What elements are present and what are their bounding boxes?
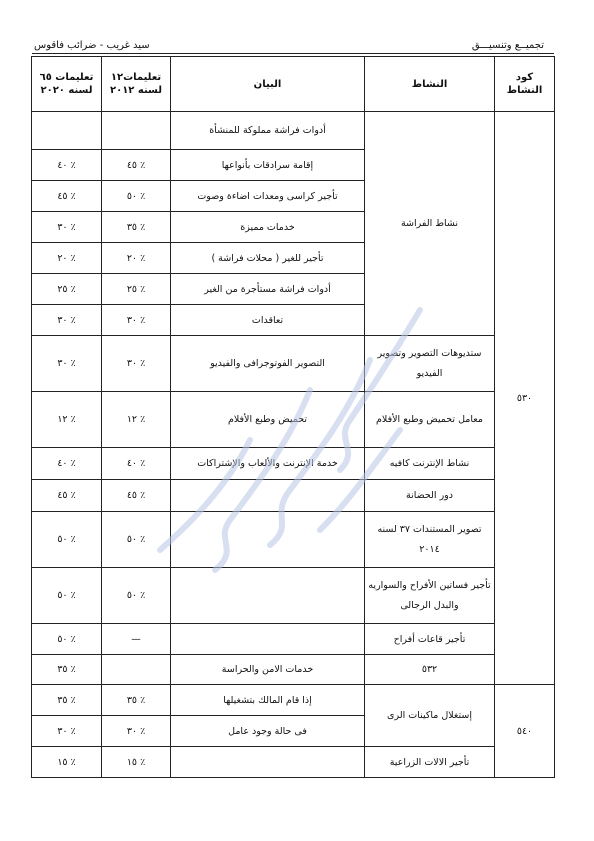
rate-2020-cell: ٪ ٤٥ [32,181,102,212]
rate-2020-cell: ٪ ٥٠ [32,568,102,624]
statement-cell: إذا قام المالك بتشغيلها [171,685,365,716]
rate-2012-cell [102,112,171,150]
rate-2012-cell: ٪ ٤٠ [102,448,171,480]
statement-cell [171,512,365,568]
activity-name: خدمات الامن والحراسة [171,655,365,685]
rate-2020-cell: ٪ ٢٠ [32,243,102,274]
activity-name: معامل تحميض وطبع الأفلام [365,392,495,448]
rate-2012-cell: ٪ ٣٠ [102,336,171,392]
rate-2020-cell: ٪ ١٢ [32,392,102,448]
statement-cell: فى حالة وجود عامل [171,716,365,747]
table-row [32,624,555,655]
header-author: سيد غريب - ضرائب فاقوس [34,40,150,51]
table-row [32,112,555,150]
activity-name: نشاط الإنترنت كافيه [365,448,495,480]
table-row [32,392,555,448]
rate-2020-cell: ٪ ٣٥ [32,685,102,716]
statement-cell: أدوات فراشة مملوكة للمنشأة [171,112,365,150]
rate-2020-cell: ٪ ٤٠ [32,448,102,480]
rate-2020-cell: ٪ ٣٠ [32,716,102,747]
table-row [32,448,555,480]
activity-code: ٥٣٠ [495,112,555,685]
rate-2012-cell: ٪ ٣٥ [32,655,102,685]
header-code: كود النشاط [495,57,555,112]
rate-2012-cell: ٪ ١٥ [102,747,171,778]
statement-cell [171,480,365,512]
statement-cell: تحميض وطبع الأفلام [171,392,365,448]
rate-2020-cell: ٪ ٣٠ [32,336,102,392]
header-statement: البيان [171,57,365,112]
rate-2020-cell: ٪ ٢٥ [32,274,102,305]
rate-2020-cell [32,112,102,150]
activity-name: إستغلال ماكينات الرى [365,685,495,747]
statement-cell: خدمة الإنترنت والألعاب والإشتراكات [171,448,365,480]
rate-2020-cell: ٪ ٤٠ [32,150,102,181]
header-rate-2012: تعليمات١٢ لسنه ٢٠١٢ [102,57,171,112]
table-row [32,568,555,624]
header-rate-2020: تعليمات ٦٥ لسنه ٢٠٢٠ [32,57,102,112]
rate-2020-cell: ٪ ٣٠ [32,212,102,243]
rate-2012-cell: ٪ ٤٥ [102,150,171,181]
rate-2012-cell: ٪ ٤٥ [102,480,171,512]
activity-name: تصوير المستندات ٣٧ لسنه ٢٠١٤ [365,512,495,568]
table-row [32,336,555,392]
statement-cell [102,655,171,685]
activity-code: ٥٤٠ [495,685,555,778]
rate-2020-cell: ٪ ١٥ [32,747,102,778]
activity-name: تأجير قاعات أفراح [365,624,495,655]
statement-cell: تعاقدات [171,305,365,336]
rate-2012-cell: — [102,624,171,655]
rate-2012-cell: ٪ ٢٥ [102,274,171,305]
statement-cell: خدمات مميزة [171,212,365,243]
statement-cell: التصوير الفوتوجرافى والفيديو [171,336,365,392]
activity-name: نشاط الفراشة [365,112,495,336]
statement-cell [171,568,365,624]
statement-cell: إقامة سرادقات بأنواعها [171,150,365,181]
rate-2020-cell: ٪ ٥٠ [32,512,102,568]
activity-code: ٥٣٢ [365,655,495,685]
rate-2020-cell: ٪ ٥٠ [32,624,102,655]
header-compiled-by: تجميــع وتنسيـــق [471,40,544,51]
tax-rates-table [31,56,555,778]
statement-cell [171,747,365,778]
activity-name: دور الحضانة [365,480,495,512]
rate-2012-cell: ٪ ٣٠ [102,305,171,336]
table-row [32,655,555,685]
header-activity: النشاط [365,57,495,112]
activity-name: تأجير الالات الزراعية [365,747,495,778]
statement-cell [171,624,365,655]
table-header-row [32,57,555,112]
rate-2012-cell: ٪ ٥٠ [102,568,171,624]
rate-2012-cell: ٪ ١٢ [102,392,171,448]
rate-2012-cell: ٪ ٣٥ [102,685,171,716]
table-row [32,685,555,716]
rate-2012-cell: ٪ ٣٥ [102,212,171,243]
table-row [32,480,555,512]
statement-cell: تأجير للغير ( محلات فراشة ) [171,243,365,274]
rate-2020-cell: ٪ ٣٠ [32,305,102,336]
rate-2012-cell: ٪ ٢٠ [102,243,171,274]
rate-2012-cell: ٪ ٥٠ [102,512,171,568]
activity-name: تأجير فساتين الأفراح والسواريه والبدل الرجالى [365,568,495,624]
header-rule [32,53,554,54]
table-row [32,512,555,568]
rate-2012-cell: ٪ ٥٠ [102,181,171,212]
statement-cell: أدوات فراشة مستأجرة من الغير [171,274,365,305]
activity-name: ستديوهات التصوير وتصوير الفيديو [365,336,495,392]
statement-cell: تأجير كراسى ومعدات اضاءة وصوت [171,181,365,212]
rate-2012-cell: ٪ ٣٠ [102,716,171,747]
table-row [32,747,555,778]
rate-2020-cell: ٪ ٤٥ [32,480,102,512]
